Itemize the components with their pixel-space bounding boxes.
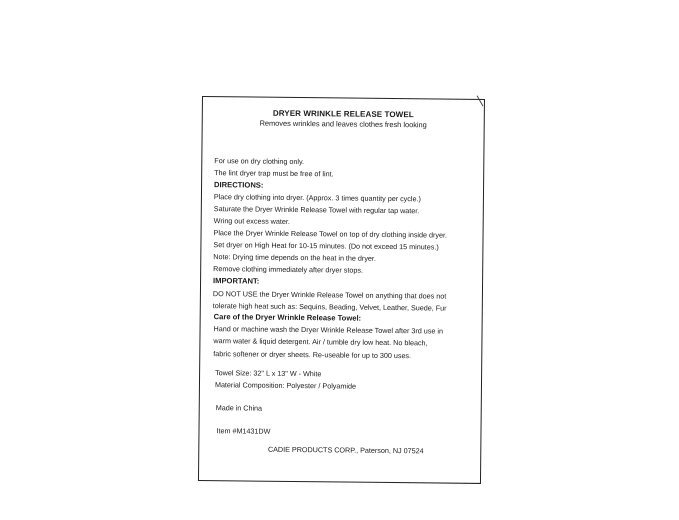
manufacturer-footer: CADIE PRODUCTS CORP., Paterson, NJ 07524 bbox=[267, 444, 424, 456]
important-line: tolerate high heat such as: Sequins, Beading, Velvet, Leather, Suede, Fur bbox=[212, 300, 447, 313]
care-line: fabric softener or dryer sheets. Re-useable for up to 300 uses. bbox=[213, 348, 412, 360]
towel-size: Towel Size: 32" L x 13" W - White bbox=[215, 368, 322, 379]
country-of-origin: Made in China bbox=[215, 403, 263, 413]
corner-mark bbox=[477, 92, 491, 107]
material-composition: Material Composition: Polyester / Polyamide bbox=[214, 380, 357, 391]
instructions-block bbox=[213, 155, 483, 314]
direction-line: Remove clothing immediately after dryer stops. bbox=[213, 264, 364, 276]
direction-line: Place the Dryer Wrinkle Release Towel on top of dry clothing inside dryer. bbox=[213, 228, 448, 240]
care-line: warm water & liquid detergent. Air / tumble dry low heat. No bleach, bbox=[213, 336, 428, 348]
spec-block bbox=[215, 367, 475, 394]
direction-line: Saturate the Dryer Wrinkle Release Towel with regular tap water. bbox=[213, 204, 420, 216]
direction-line: Wring out excess water. bbox=[213, 216, 290, 227]
direction-line: Note: Drying time depends on the heat in the dryer. bbox=[213, 252, 376, 264]
intro-line: The lint dryer trap must be free of lint. bbox=[214, 168, 334, 179]
directions-heading: DIRECTIONS: bbox=[214, 180, 264, 190]
product-label-card bbox=[198, 96, 485, 484]
intro-line: For use on dry clothing only. bbox=[214, 156, 305, 167]
direction-line: Set dryer on High Heat for 10-15 minutes. (Do not exceed 15 minutes.) bbox=[213, 240, 439, 252]
item-number: Item #M1431DW bbox=[216, 426, 271, 436]
label-title: DRYER WRINKLE RELEASE TOWEL bbox=[272, 108, 414, 120]
care-heading: Care of the Dryer Wrinkle Release Towel: bbox=[213, 312, 362, 323]
direction-line: Place dry clothing into dryer. (Approx. 3 times quantity per cycle.) bbox=[213, 192, 421, 204]
label-subtitle: Removes wrinkles and leaves clothes fresh looking bbox=[259, 118, 427, 130]
important-heading: IMPORTANT: bbox=[213, 276, 260, 287]
important-line: DO NOT USE the Dryer Wrinkle Release Towel on anything that does not bbox=[212, 288, 447, 301]
care-block bbox=[213, 311, 481, 363]
care-line: Hand or machine wash the Dryer Wrinkle Release Towel after 3rd use in bbox=[213, 324, 444, 336]
